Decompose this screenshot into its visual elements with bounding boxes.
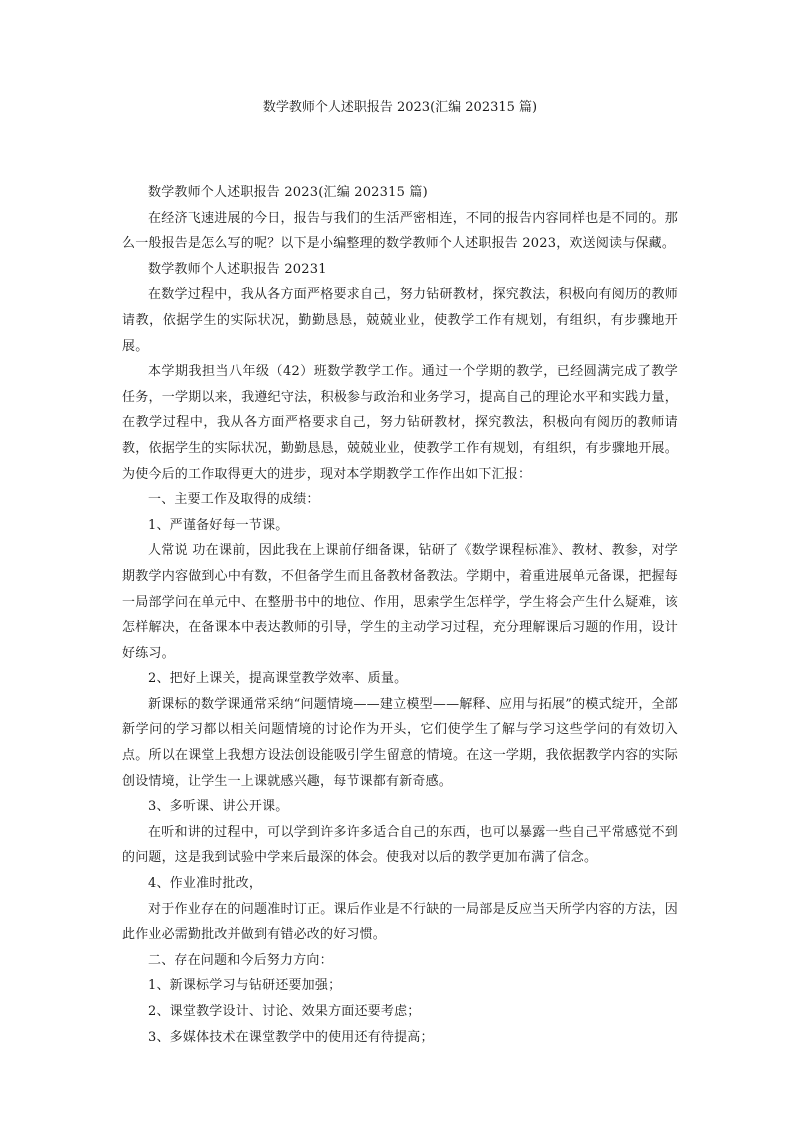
- item-heading-3: 3、多听课、讲公开课。: [148, 799, 289, 815]
- heading-problems: 二、存在问题和今后努力方向：: [148, 952, 333, 968]
- item-heading-2: 2、把好上课关，提高课堂教学效率、质量。: [148, 671, 408, 687]
- paragraph-teaching-process: 在数学过程中，我从各方面严格要求自己，努力钻研教材，探究教法，积极向有阅历的教师请教，依据学生的实际状况，勤勤恳恳，兢兢业业，使教学工作有规划，有组织，有步骤地开展。: [122, 287, 678, 354]
- report-subtitle: 数学教师个人述职报告 20231: [148, 261, 327, 277]
- intro-paragraph: 在经济飞速进展的今日，报告与我们的生活严密相连，不同的报告内容同样也是不同的。那么一般报告是怎么写的呢？以下是小编整理的数学教师个人述职报告 2023，欢送阅读与保藏。: [122, 210, 678, 252]
- heading-main-work: 一、主要工作及取得的成绩：: [148, 492, 320, 508]
- section-title: 数学教师个人述职报告 2023(汇编 202315 篇): [148, 185, 428, 200]
- paragraph-classroom: 新课标的数学课通常采纳“问题情境——建立模型——解释、应用与拓展”的模式绽开，全部新学问的学习都以相关问题情境的讨论作为开头，它们使学生了解与学习这些学问的有效切入点。所以在课堂上我想方设法创设能吸引学生留意的情境。在这一学期，我依据教学内容的实际创设情境，让学生一上课就感兴趣，每节课都有新奇感。: [122, 696, 678, 789]
- problem-item-1: 1、新课标学习与钻研还要加强；: [148, 978, 342, 994]
- document-body: [122, 180, 678, 1050]
- paragraph-lesson-prep: 人常说 功在课前，因此我在上课前仔细备课，钻研了《数学课程标准》、教材、教参，对学期教学内容做到心中有数，不但备学生而且备教材备教法。学期中，着重进展单元备课，把握每一局部学问在单元中、在整册书中的地位、作用，思索学生怎样学，学生将会产生什么疑难，该怎样解决，在备课本中表达教师的引导，学生的主动学习过程，充分理解课后习题的作用，设计好练习。: [122, 543, 678, 661]
- paragraph-homework: 对于作业存在的问题准时订正。课后作业是不行缺的一局部是反应当天所学内容的方法，因此作业必需勤批改并做到有错必改的好习惯。: [122, 901, 678, 943]
- paragraph-observation: 在听和讲的过程中，可以学到许多许多适合自己的东西，也可以暴露一些自己平常感觉不到的问题，这是我到试验中学来后最深的体会。使我对以后的教学更加布满了信念。: [122, 824, 678, 866]
- item-heading-1: 1、严谨备好每一节课。: [148, 517, 289, 533]
- document-title: 数学教师个人述职报告 2023(汇编 202315 篇): [262, 100, 538, 115]
- problem-item-3: 3、多媒体技术在课堂教学中的使用还有待提高；: [148, 1029, 434, 1045]
- paragraph-semester-work: 本学期我担当八年级（42）班数学教学工作。通过一个学期的教学，已经圆满完成了教学任务，一学期以来，我遵纪守法，积极参与政治和业务学习，提高自己的理论水平和实践力量，在教学过程中，我从各方面严格要求自己，努力钻研教材，探究教法，积极向有阅历的教师请教，依据学生的实际状况，勤勤恳恳，兢兢业业，使教学工作有规划，有组织，有步骤地开展。为使今后的工作取得更大的进步，现对本学期教学工作作出如下汇报：: [122, 364, 678, 482]
- item-heading-4: 4、作业准时批改，: [148, 876, 263, 892]
- problem-item-2: 2、课堂教学设计、讨论、效果方面还要考虑；: [148, 1004, 421, 1019]
